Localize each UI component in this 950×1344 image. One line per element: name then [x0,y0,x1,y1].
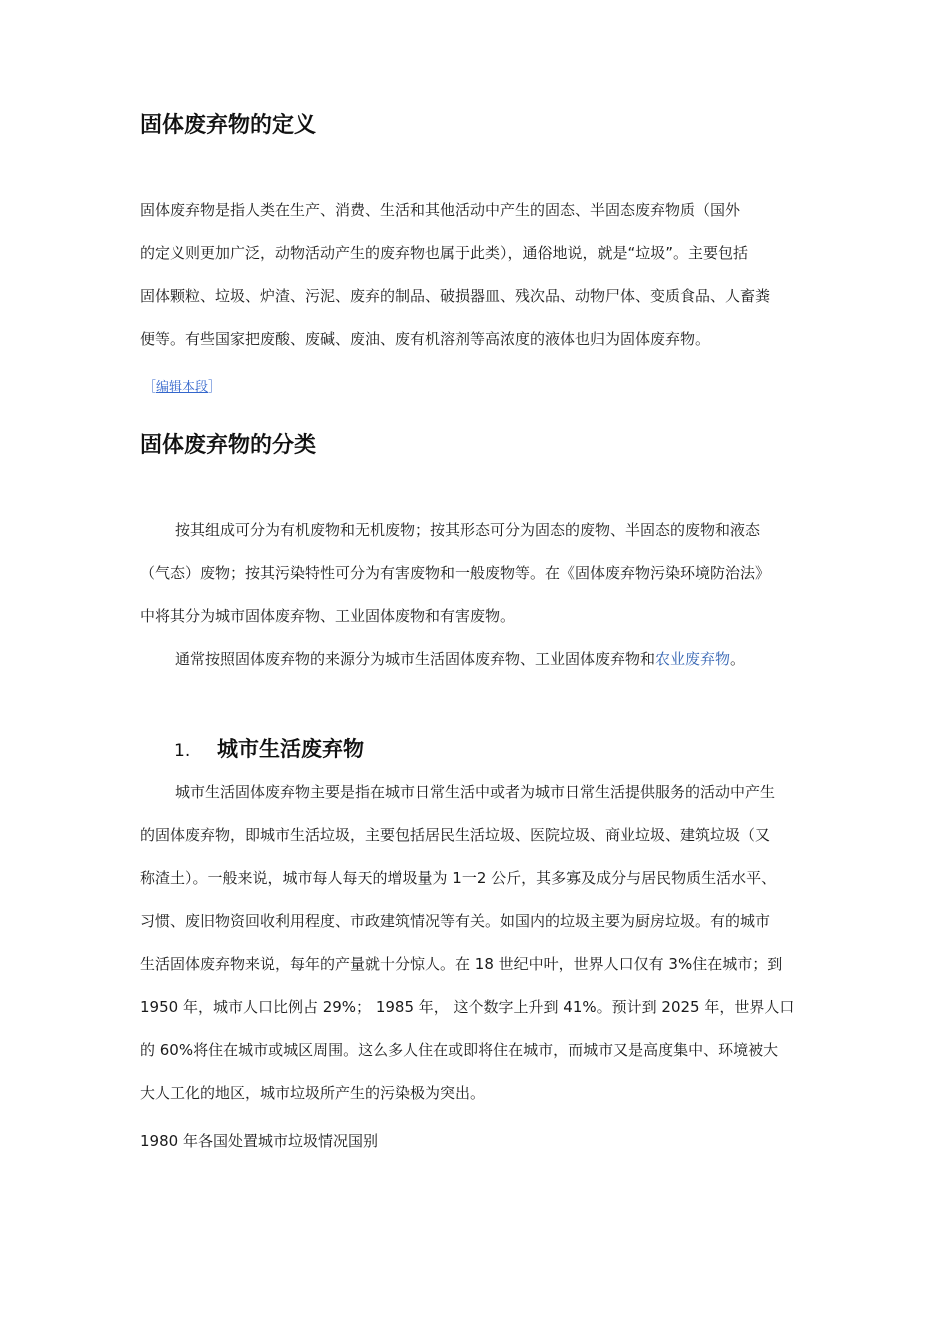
paragraph-line: 称渣土）。一般来说，城市每人每天的增圾量为 1一2 公斤，其多寡及成分与居民物质生活水平、 [140,869,777,887]
paragraph-line: 生活固体废弃物来说，每年的产量就十分惊人。在 18 世纪中叶，世界人口仅有 3%住在城市；到 [140,955,783,973]
agricultural-waste-link[interactable]: 农业废弃物 [655,650,731,668]
section-title-classification: 固体废弃物的分类 [140,433,317,458]
paragraph-line: 习惯、废旧物资回收利用程度、市政建筑情况等有关。如国内的垃圾主要为厨房垃圾。有的城市 [140,912,771,930]
edit-section-link[interactable] [143,379,221,397]
subsection-number: 1. [174,741,191,761]
paragraph-line [175,649,745,669]
subsection-heading [174,735,364,765]
paragraph-line: 固体颗粒、垃圾、炉渣、污泥、废弃的制品、破损器皿、残次品、动物尸体、变质食品、人畜粪 [140,287,771,305]
paragraph-line: 城市生活固体废弃物主要是指在城市日常生活中或者为城市日常生活提供服务的活动中产生 [175,783,776,801]
paragraph-line: 1950 年，城市人口比例占 29%； 1985 年， 这个数字上升到 41%。预计到 2025 年，世界人口 [140,998,795,1016]
paragraph-line: 的定义则更加广泛，动物活动产生的废弃物也属于此类），通俗地说，就是“垃圾”。主要包括 [140,244,749,262]
paragraph-line: 固体废弃物是指人类在生产、消费、生活和其他活动中产生的固态、半固态废弃物质（国外 [140,201,741,219]
table-caption: 1980 年各国处置城市垃圾情况国别 [140,1132,378,1150]
subsection-title: 城市生活废弃物 [217,737,364,761]
paragraph-text: 。 [730,650,746,668]
edit-link-label[interactable]: 编辑本段 [156,380,209,395]
paragraph-line: 中将其分为城市固体废弃物、工业固体废物和有害废物。 [140,607,516,625]
paragraph-line: 的固体废弃物，即城市生活垃圾，主要包括居民生活垃圾、医院垃圾、商业垃圾、建筑垃圾（又 [140,826,771,844]
edit-link-close-bracket: ］ [208,380,222,395]
paragraph-line: 的 60%将住在城市或城区周围。这么多人住在或即将住在城市，而城市又是高度集中、环境被大 [140,1041,779,1059]
paragraph-line: （气态）废物；按其污染特性可分为有害废物和一般废物等。在《固体废弃物污染环境防治法》 [140,564,771,582]
paragraph-line: 便等。有些国家把废酸、废碱、废油、废有机溶剂等高浓度的液体也归为固体废弃物。 [140,330,711,348]
paragraph-text: 通常按照固体废弃物的来源分为城市生活固体废弃物、工业固体废弃物和 [175,650,656,668]
edit-link-open-bracket: ［ [143,380,157,395]
section-title-definition: 固体废弃物的定义 [140,113,317,138]
paragraph-line: 大人工化的地区，城市垃圾所产生的污染极为突出。 [140,1084,486,1102]
paragraph-line: 按其组成可分为有机废物和无机废物；按其形态可分为固态的废物、半固态的废物和液态 [175,521,761,539]
